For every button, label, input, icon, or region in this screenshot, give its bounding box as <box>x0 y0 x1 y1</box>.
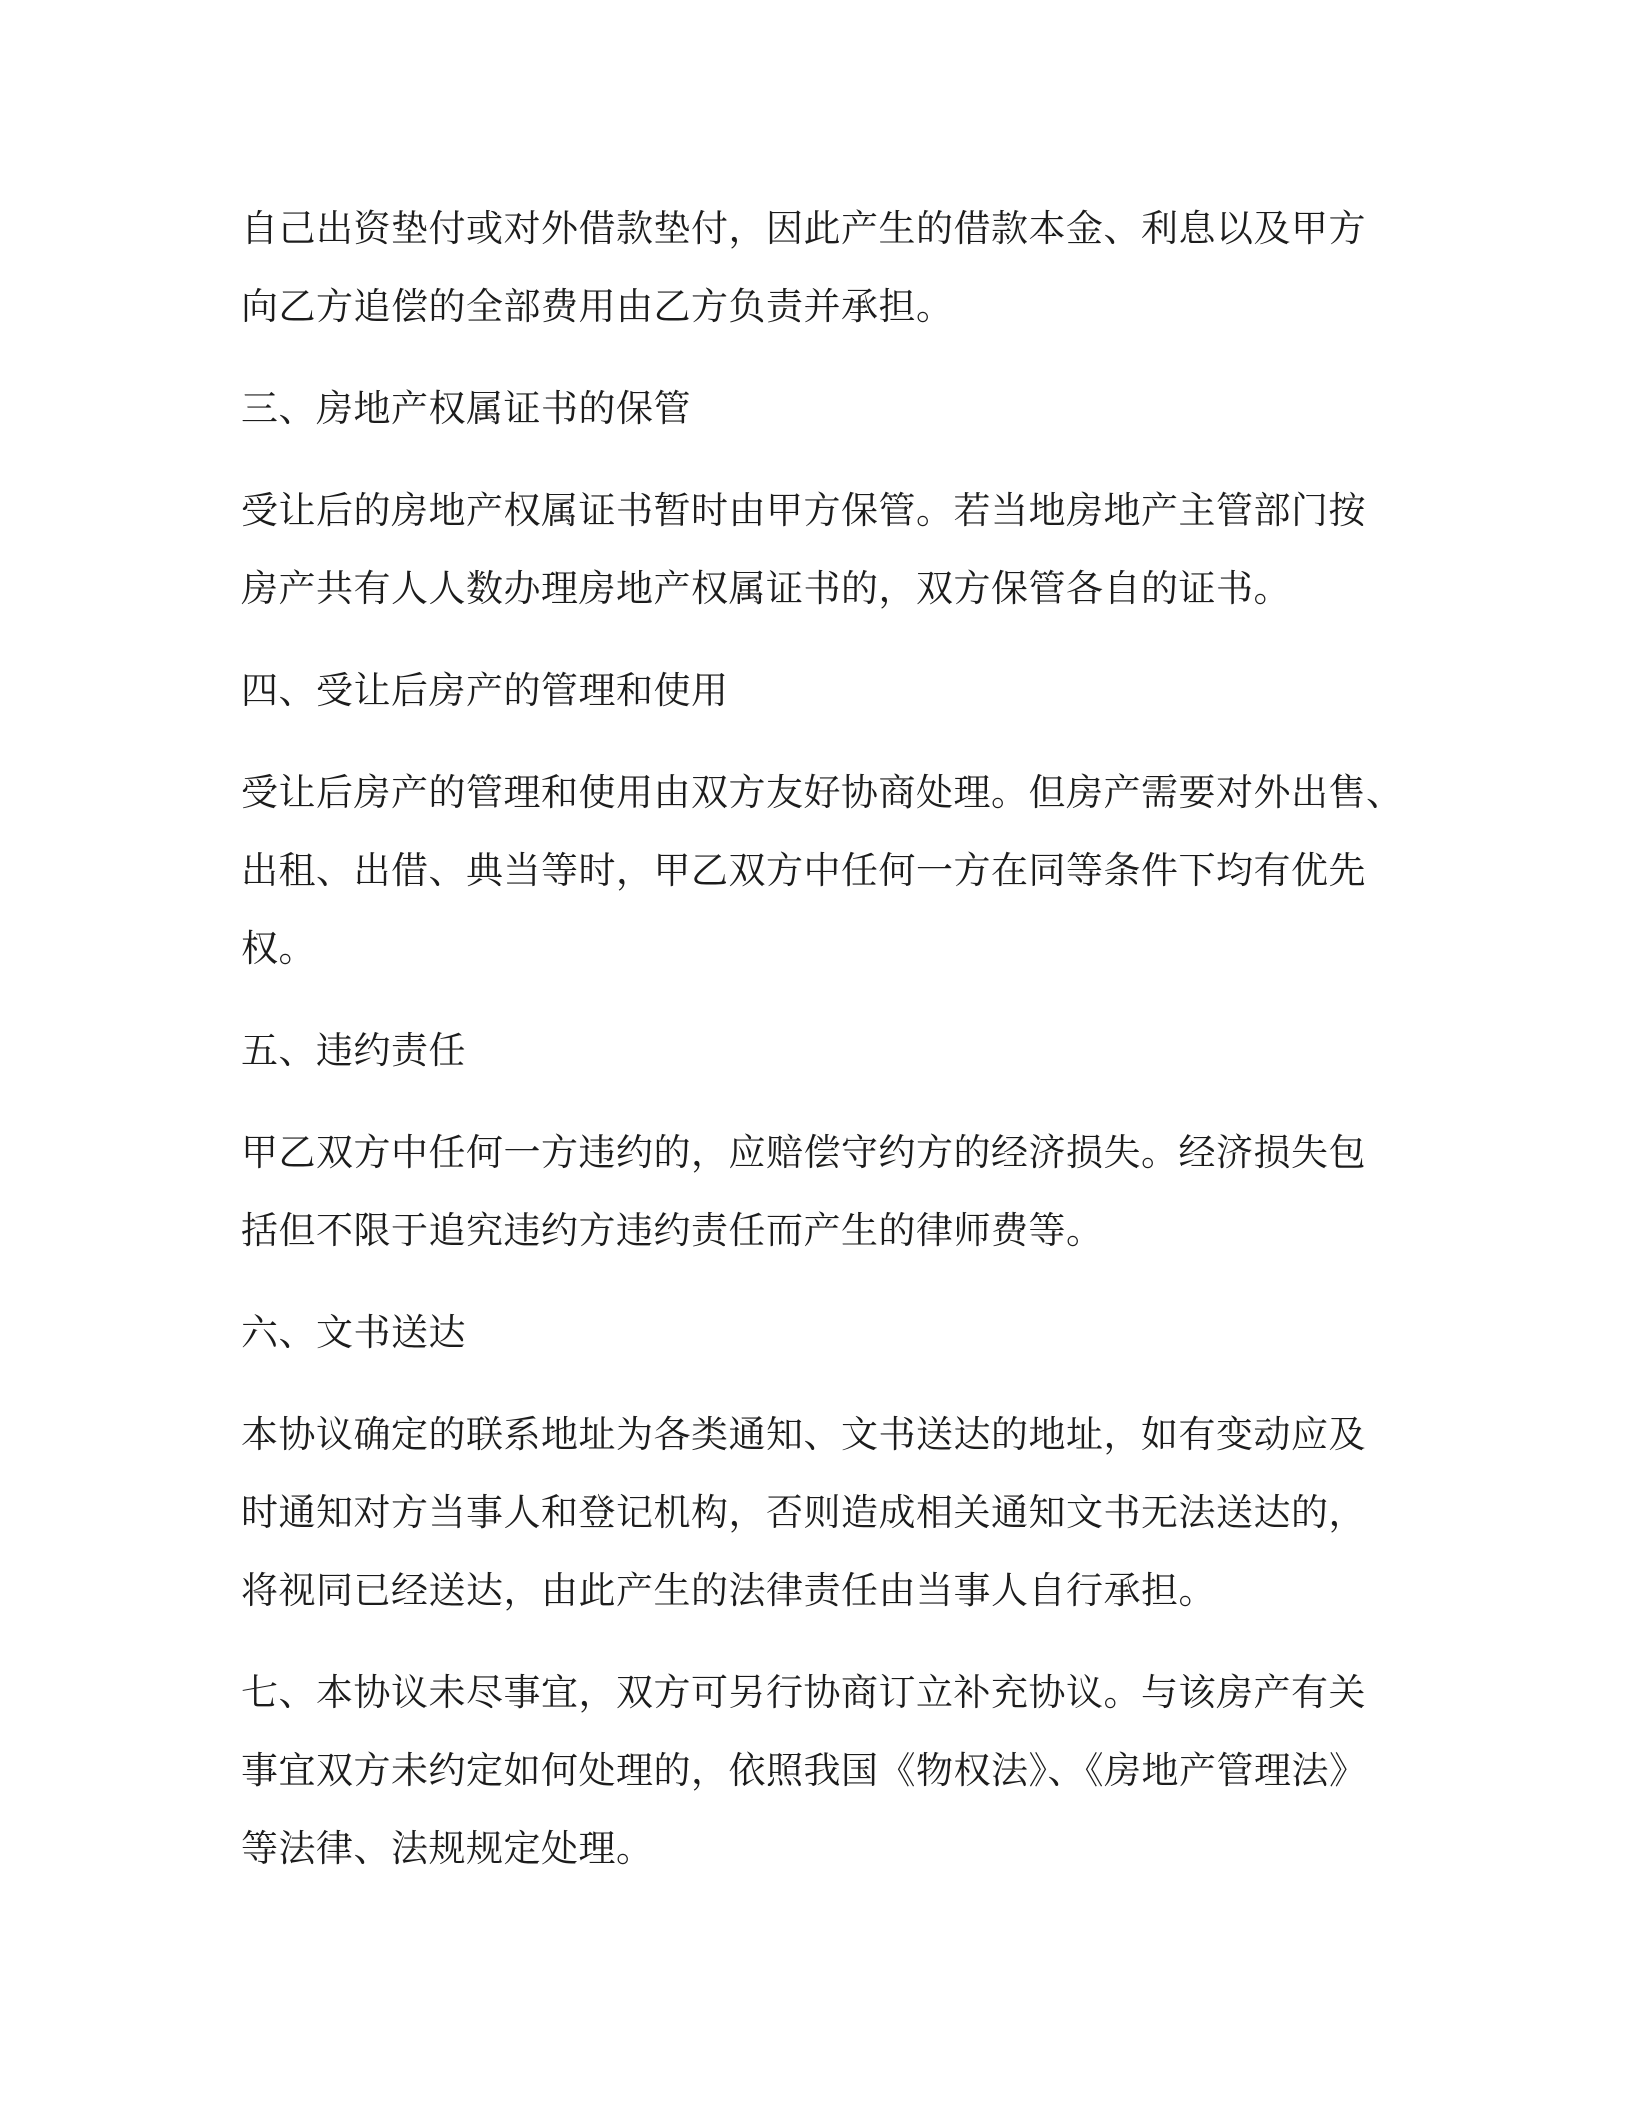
paragraph-breach-liability <box>241 1114 1391 1270</box>
text-line: 房产共有人人数办理房地产权属证书的，双方保管各自的证书。 <box>241 567 1291 610</box>
text-line: 事宜双方未约定如何处理的，依照我国《物权法》、《房地产管理法》 <box>241 1749 1367 1792</box>
text-line: 甲乙双方中任何一方违约的，应赔偿守约方的经济损失。经济损失包 <box>241 1131 1366 1174</box>
paragraph-payment-liability <box>241 190 1391 346</box>
heading-text: 三、房地产权属证书的保管 <box>241 387 691 430</box>
text-line: 出租、出借、典当等时，甲乙双方中任何一方在同等条件下均有优先 <box>241 849 1366 892</box>
paragraph-certificate-custody <box>241 472 1391 628</box>
paragraph-property-management <box>241 754 1404 988</box>
section-heading-5 <box>241 1012 1391 1090</box>
section-heading-4 <box>241 652 1391 730</box>
section-heading-3 <box>241 370 1391 448</box>
text-line: 等法律、法规规定处理。 <box>241 1827 654 1870</box>
heading-text: 五、违约责任 <box>241 1029 466 1072</box>
text-line: 将视同已经送达，由此产生的法律责任由当事人自行承担。 <box>241 1569 1216 1612</box>
heading-text: 四、受让后房产的管理和使用 <box>241 669 729 712</box>
text-line: 权。 <box>241 927 316 970</box>
text-line: 自己出资垫付或对外借款垫付，因此产生的借款本金、利息以及甲方 <box>241 207 1366 250</box>
section-7-supplementary <box>241 1654 1391 1888</box>
text-line: 七、本协议未尽事宜，双方可另行协商订立补充协议。与该房产有关 <box>241 1671 1366 1714</box>
text-line: 受让后房产的管理和使用由双方友好协商处理。但房产需要对外出售、 <box>241 771 1404 814</box>
text-line: 受让后的房地产权属证书暂时由甲方保管。若当地房地产主管部门按 <box>241 489 1366 532</box>
document-body <box>241 190 1404 1888</box>
text-line: 向乙方追偿的全部费用由乙方负责并承担。 <box>241 285 954 328</box>
section-heading-6 <box>241 1294 1391 1372</box>
text-line: 时通知对方当事人和登记机构，否则造成相关通知文书无法送达的， <box>241 1491 1366 1534</box>
text-line: 括但不限于追究违约方违约责任而产生的律师费等。 <box>241 1209 1104 1252</box>
paragraph-document-delivery <box>241 1396 1391 1630</box>
text-line: 本协议确定的联系地址为各类通知、文书送达的地址，如有变动应及 <box>241 1413 1366 1456</box>
heading-text: 六、文书送达 <box>241 1311 466 1354</box>
